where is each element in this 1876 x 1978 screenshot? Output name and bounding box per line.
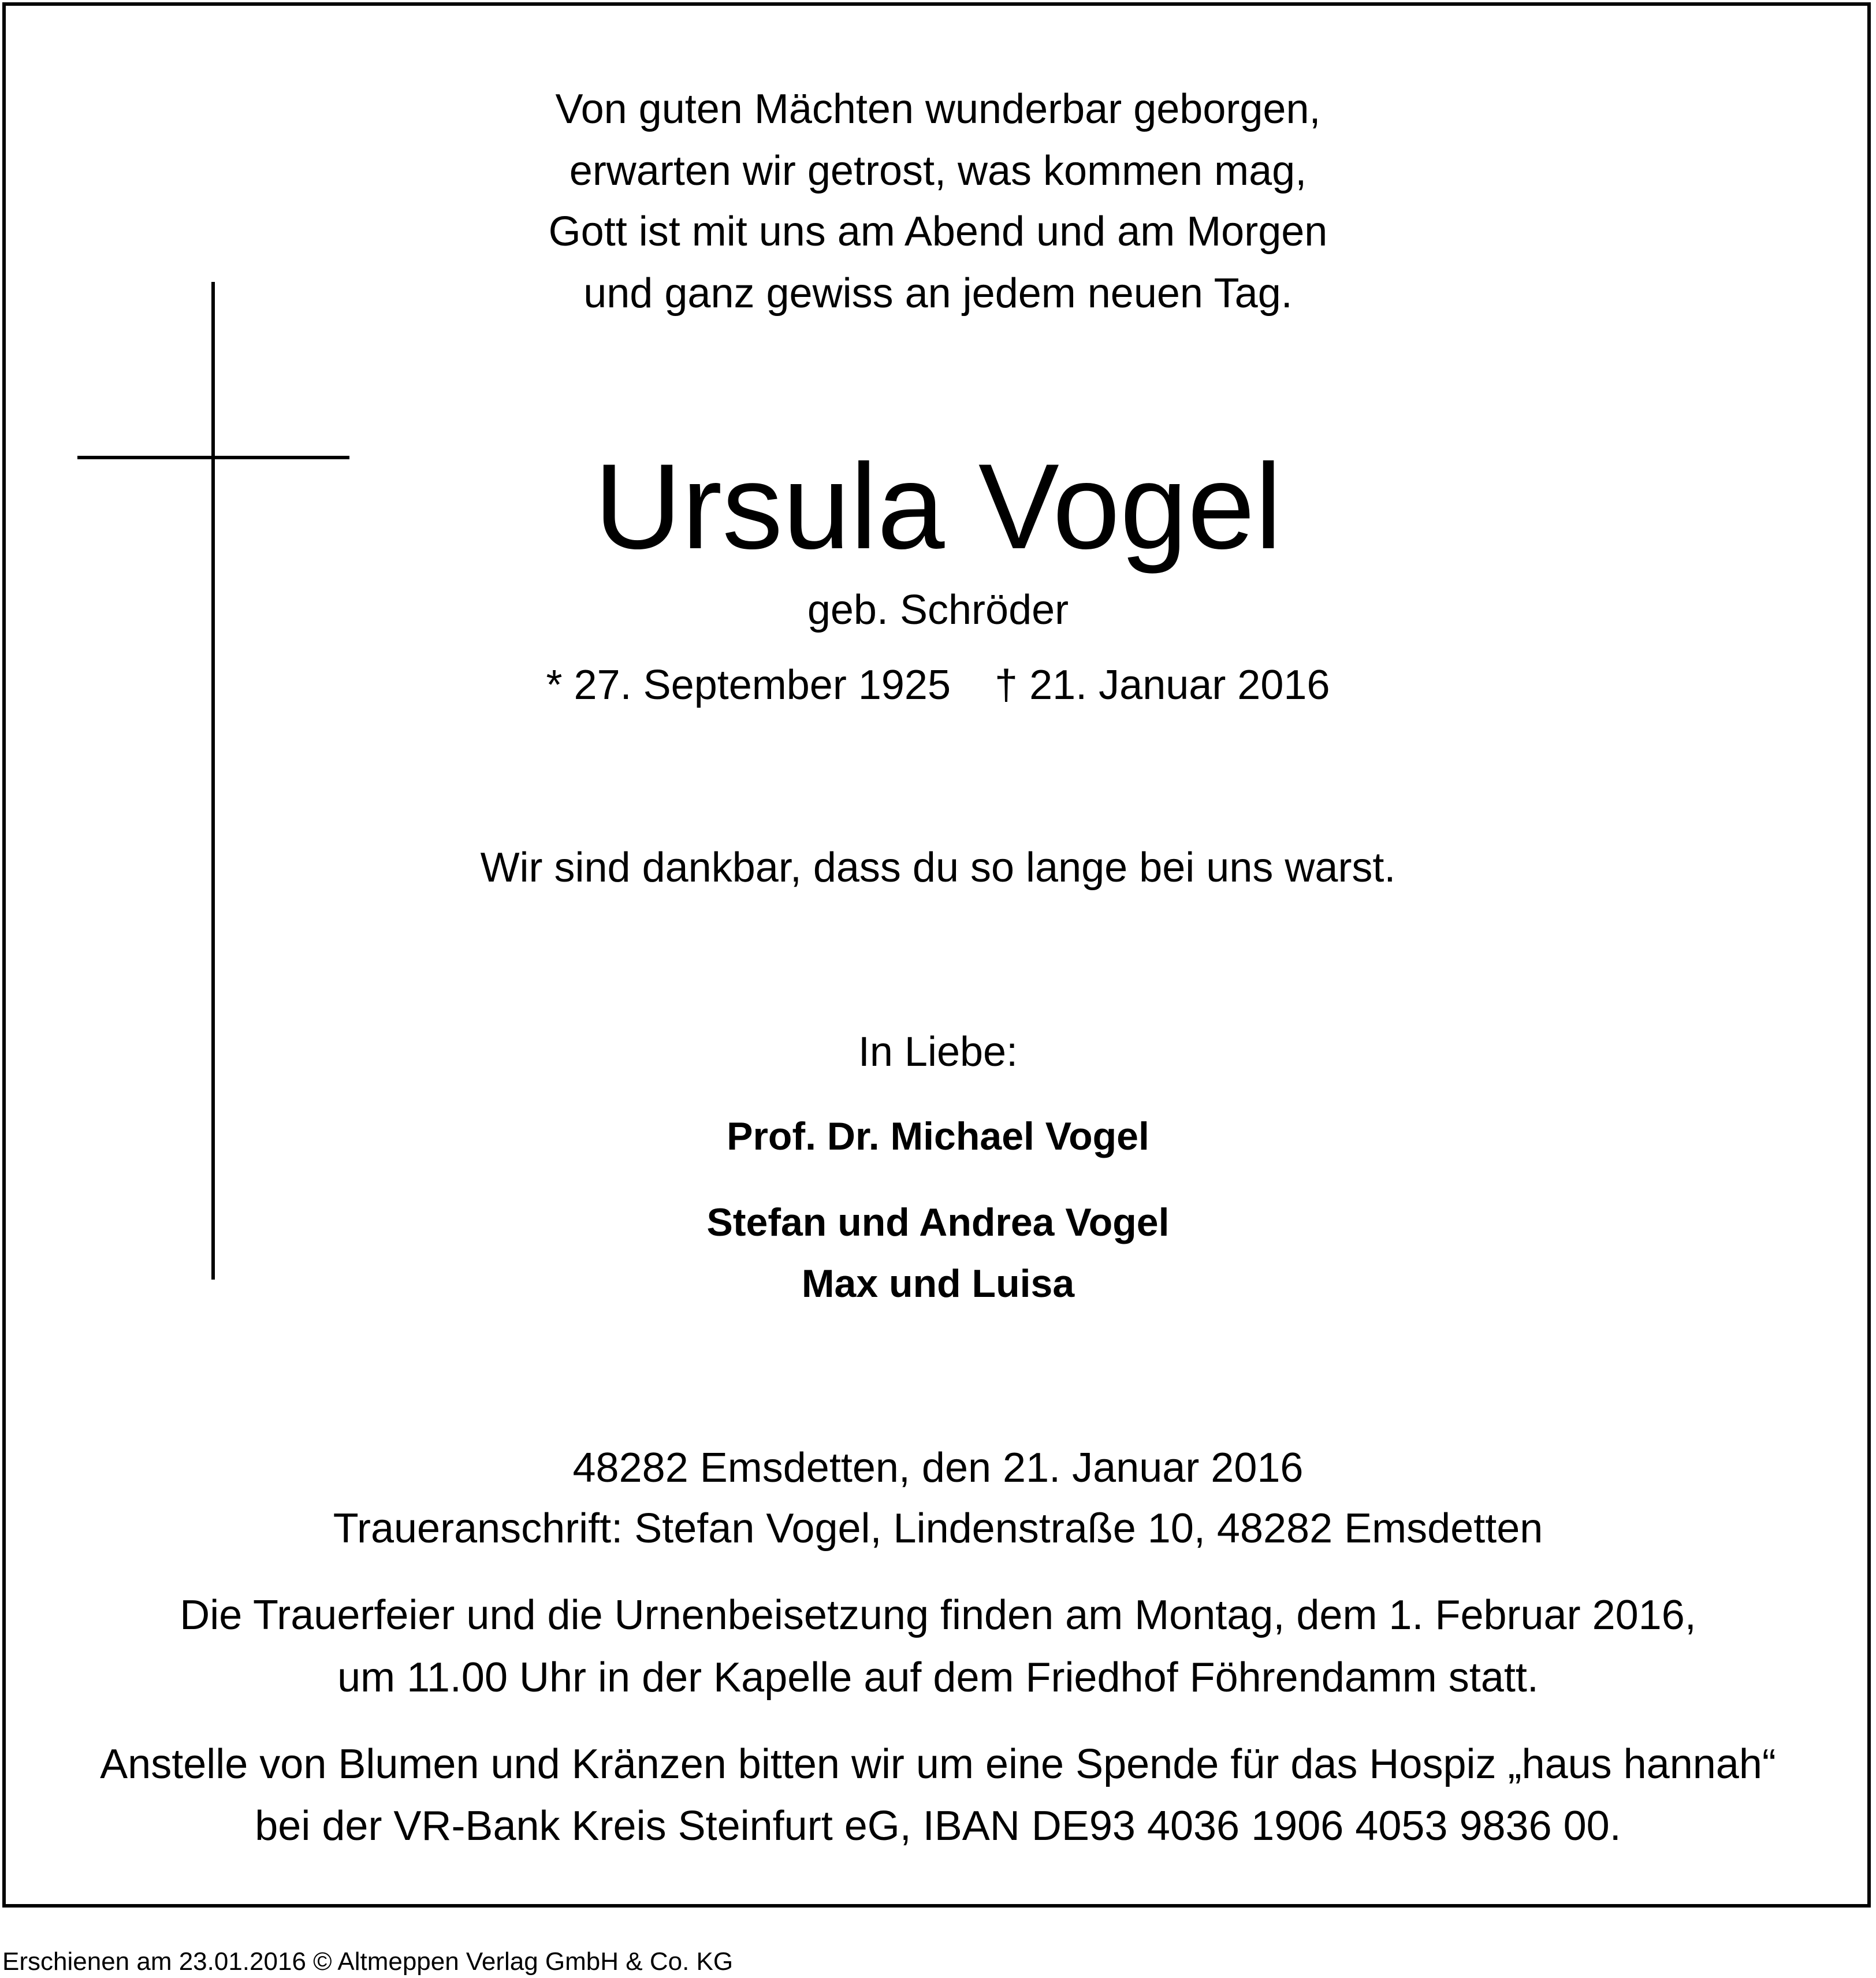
gratitude-line: Wir sind dankbar, dass du so lange bei uns warst. <box>480 845 1396 891</box>
donation-line-2: bei der VR-Bank Kreis Steinfurt eG, IBAN DE93 4036 1906 4053 9836 00. <box>255 1803 1621 1849</box>
ceremony-line-2: um 11.00 Uhr in der Kapelle auf dem Friedhof Föhrendamm statt. <box>337 1654 1539 1701</box>
publication-footer: Erschienen am 23.01.2016 © Altmeppen Verlag GmbH & Co. KG <box>2 1947 734 1976</box>
mourner-name: Stefan und Andrea Vogel <box>706 1200 1170 1244</box>
death-date: † 21. Januar 2016 <box>995 662 1330 708</box>
mourning-address: Traueranschrift: Stefan Vogel, Lindenstraße 10, 48282 Emsdetten <box>333 1505 1543 1552</box>
deceased-name: Ursula Vogel <box>594 438 1282 574</box>
poem-line-2: erwarten wir getrost, was kommen mag, <box>569 148 1307 194</box>
place-date: 48282 Emsdetten, den 21. Januar 2016 <box>572 1445 1304 1491</box>
mourners-intro: In Liebe: <box>858 1029 1018 1075</box>
ceremony-line-1: Die Trauerfeier und die Urnenbeisetzung finden am Montag, dem 1. Februar 2016, <box>180 1592 1696 1638</box>
mourner-name: Prof. Dr. Michael Vogel <box>727 1114 1149 1158</box>
mourner-name: Max und Luisa <box>801 1262 1075 1306</box>
poem-line-4: und ganz gewiss an jedem neuen Tag. <box>583 270 1293 317</box>
birth-date: * 27. September 1925 <box>546 662 951 708</box>
life-dates <box>0 664 1876 706</box>
donation-line-1: Anstelle von Blumen und Kränzen bitten wir um eine Spende für das Hospiz „haus hannah“ <box>100 1741 1776 1787</box>
poem-line-3: Gott ist mit uns am Abend und am Morgen <box>548 209 1328 255</box>
birth-name: geb. Schröder <box>807 587 1069 633</box>
poem-line-1: Von guten Mächten wunderbar geborgen, <box>555 86 1321 132</box>
